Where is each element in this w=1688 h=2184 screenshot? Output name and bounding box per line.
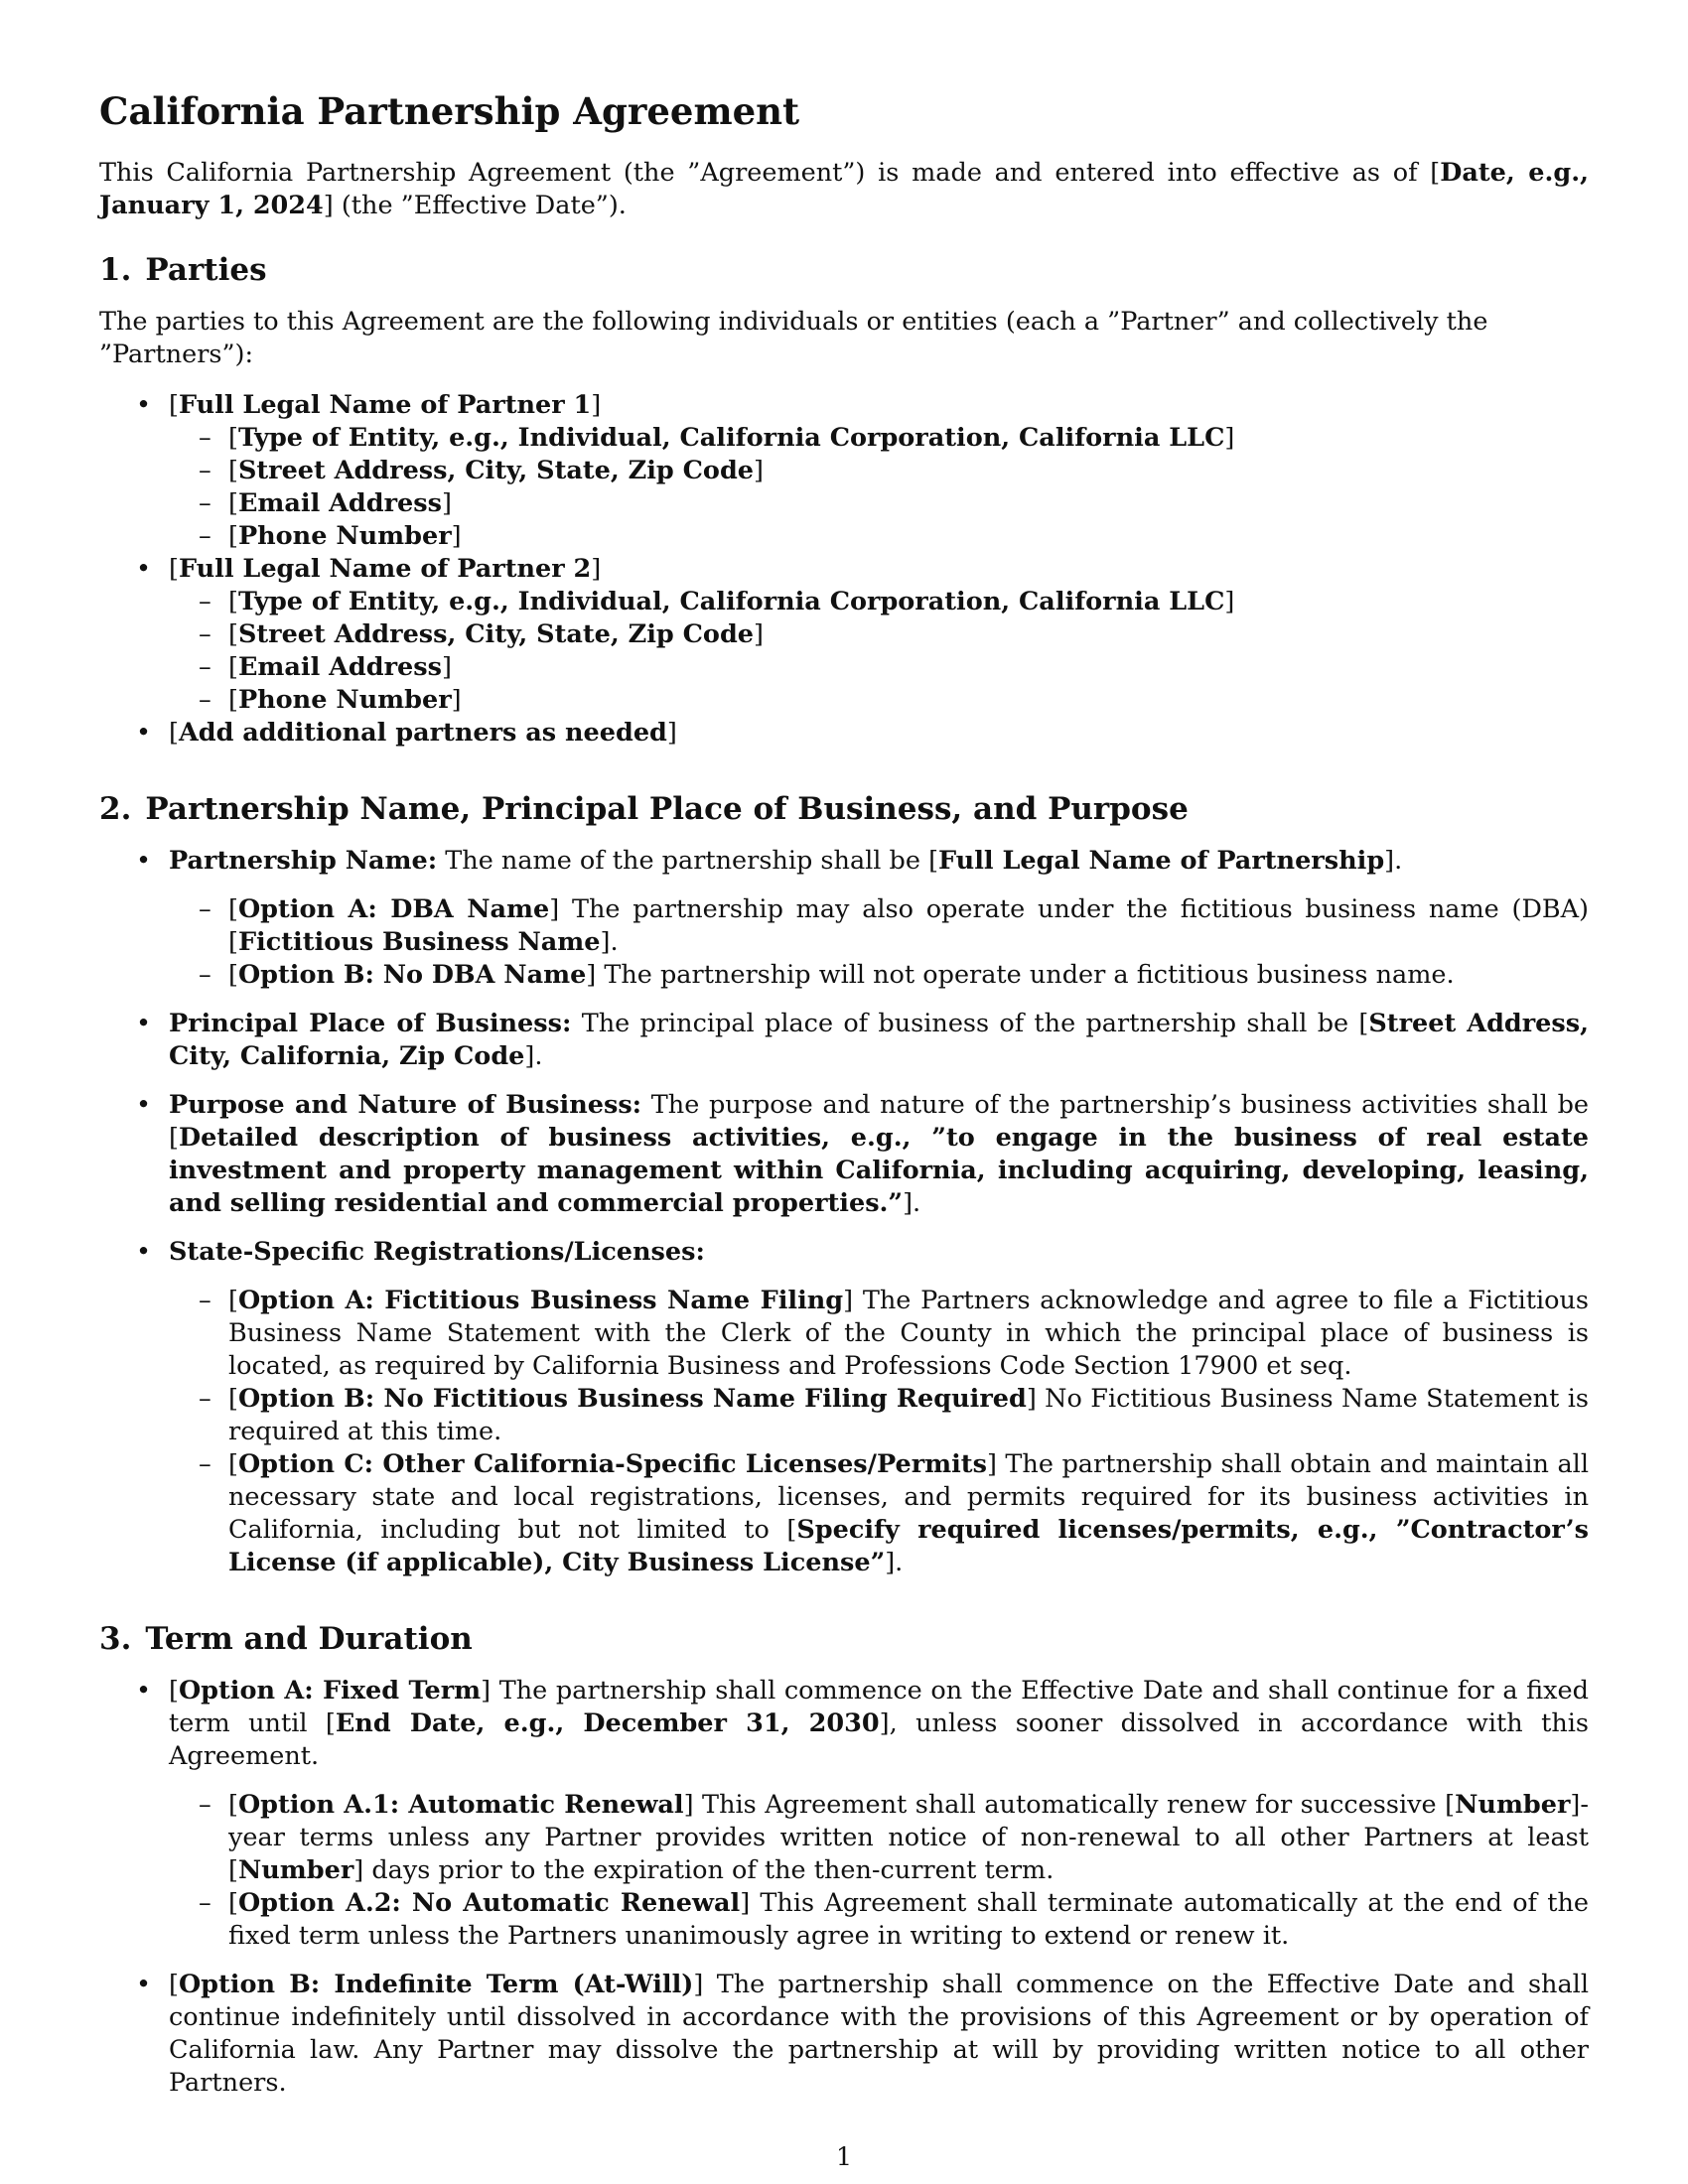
option-text: ]-year terms unless any Partner provides written notice of non-renewal to all other Partners at least [	[228, 1790, 1589, 1885]
list-item: – [Phone Number]	[169, 520, 1589, 553]
partner-phone: Phone Number	[237, 521, 452, 551]
document-page	[99, 87, 1589, 2139]
partner-email: Email Address	[237, 488, 442, 518]
option-label: Option B: No Fictitious Business Name Filing Required	[237, 1384, 1027, 1414]
purpose-placeholder: Detailed description of business activities, e.g., ”to engage in the business of real estate investment and property management within California, including acquiring, developing, leasing, and selling residential and commercial properties.”	[169, 1123, 1589, 1218]
partner-address: Street Address, City, State, Zip Code	[237, 619, 754, 649]
list-item: – [Type of Entity, e.g., Individual, California Corporation, California LLC]	[169, 422, 1589, 455]
section-heading	[99, 1619, 1589, 1659]
partner-2-name: Full Legal Name of Partner 2	[178, 554, 592, 584]
option-label: Option A: DBA Name	[237, 894, 550, 924]
list-item: • [Add additional partners as needed]	[99, 717, 1589, 750]
item-text-end: ].	[903, 1188, 921, 1218]
section-name-place-purpose	[99, 789, 1589, 1579]
list-item: – [Option B: No DBA Name] The partnership will not operate under a fictitious business name.	[169, 959, 1589, 992]
option-label: Option A.1: Automatic Renewal	[237, 1790, 684, 1820]
intro-text-end: ] (the ”Effective Date”).	[323, 191, 627, 220]
option-text: ] This Agreement shall terminate automatically at the end of the fixed term unless the Partners unanimously agree in writing to extend or renew it.	[228, 1888, 1589, 1951]
option-text: ] The partnership will not operate under a fictitious business name.	[586, 960, 1455, 990]
number-placeholder: Number	[237, 1855, 354, 1885]
list-item: – [Option A: Fictitious Business Name Filing] The Partners acknowledge and agree to file a Fictitious Business Name Statement with the Clerk of the County in which the principal place of business is located, as required by California Business and Professions Code Section 17900 et seq.	[169, 1285, 1589, 1383]
option-text: ] No Fictitious Business Name Statement is required at this time.	[228, 1384, 1589, 1446]
partnership-name-placeholder: Full Legal Name of Partnership	[938, 846, 1385, 876]
list-item: • [Option A: Fixed Term] The partnership shall commence on the Effective Date and shall continue for a fixed term until [End Date, e.g., December 31, 2030], unless sooner dissolved in accordance with this Agreement. – [Option A.1: Automatic Renewal] This Agreement shall automatically renew for successive [Number]-year terms unless any Partner provides written notice of non-renewal to all other Partners at least [Number] days prior to the expiration of the then-current term. – [Option A.2: No Automatic Renewal] This Agreement shall terminate automatically at the end of the fixed term unless the Partners unanimously agree in writing to extend or renew it.	[99, 1675, 1589, 1953]
partner-2-details	[169, 586, 1589, 717]
option-label: Option A.2: No Automatic Renewal	[237, 1888, 741, 1918]
intro-paragraph	[99, 157, 1589, 222]
option-text: ] The partnership may also operate under the fictitious business name (DBA) [	[228, 894, 1589, 957]
item-label: State-Specific Registrations/Licenses:	[169, 1237, 705, 1267]
item-text-end: ].	[1384, 846, 1403, 876]
list-item: • [Full Legal Name of Partner 1] – [Type of Entity, e.g., Individual, California Corporation, California LLC] – [Street Address, City, State, Zip Code] – [Email Address] – [Phone Number]	[99, 389, 1589, 553]
option-label: Option C: Other California-Specific Licenses/Permits	[237, 1449, 987, 1479]
partner-entity: Type of Entity, e.g., Individual, California Corporation, California LLC	[237, 423, 1225, 453]
list-item: – [Email Address]	[169, 487, 1589, 520]
list-item: – [Phone Number]	[169, 684, 1589, 717]
renewal-options	[169, 1789, 1589, 1953]
section-3-list	[99, 1675, 1589, 2100]
list-item: • [Full Legal Name of Partner 2] – [Type of Entity, e.g., Individual, California Corporation, California LLC] – [Street Address, City, State, Zip Code] – [Email Address] – [Phone Number]	[99, 553, 1589, 717]
section-heading	[99, 789, 1589, 829]
option-text: ] This Agreement shall automatically renew for successive [	[683, 1790, 1456, 1820]
dba-options	[169, 893, 1589, 992]
section-heading	[99, 250, 1589, 290]
list-item	[99, 1089, 1589, 1220]
option-text-end: ].	[600, 927, 619, 957]
section-title: Partnership Name, Principal Place of Business, and Purpose	[145, 791, 1189, 827]
section-number: 2.	[99, 791, 132, 827]
list-item: – [Option A: DBA Name] The partnership may also operate under the fictitious business name (DBA) [Fictitious Business Name].	[169, 893, 1589, 959]
dba-name-placeholder: Fictitious Business Name	[237, 927, 601, 957]
partner-address: Street Address, City, State, Zip Code	[237, 456, 754, 485]
document-title: California Partnership Agreement	[99, 89, 800, 133]
partner-phone: Phone Number	[237, 685, 452, 715]
item-text: The name of the partnership shall be [	[437, 846, 939, 876]
option-text-end: ], unless sooner dissolved in accordance with this Agreement.	[169, 1708, 1590, 1771]
end-date-placeholder: End Date, e.g., December 31, 2030	[335, 1708, 880, 1738]
option-label: Option B: No DBA Name	[237, 960, 587, 990]
page-number: 1	[835, 2142, 853, 2172]
address-placeholder: Street Address, City, California, Zip Code	[169, 1009, 1589, 1071]
partner-email: Email Address	[237, 652, 442, 682]
partner-1-details	[169, 422, 1589, 553]
item-label: Principal Place of Business:	[169, 1009, 572, 1038]
list-item	[99, 1008, 1589, 1073]
list-item	[99, 1236, 1589, 1579]
option-text: ] The Partners acknowledge and agree to file a Fictitious Business Name Statement with the Clerk of the County in which the principal place of business is located, as required by California Business and Professions Code Section 17900 et seq.	[228, 1286, 1589, 1381]
option-label: Option B: Indefinite Term (At-Will)	[178, 1970, 694, 1999]
license-options	[169, 1285, 1589, 1579]
list-item: – [Option A.2: No Automatic Renewal] This Agreement shall terminate automatically at the end of the fixed term unless the Partners unanimously agree in writing to extend or renew it.	[169, 1887, 1589, 1953]
section-parties	[99, 250, 1589, 750]
list-item: – [Option C: Other California-Specific Licenses/Permits] The partnership shall obtain and maintain all necessary state and local registrations, licenses, and permits required for its business activities in California, including but not limited to [Specify required licenses/permits, e.g., ”Contractor’s License (if applicable), City Business License”].	[169, 1448, 1589, 1579]
option-text-end: ] days prior to the expiration of the then-current term.	[353, 1855, 1055, 1885]
option-text: ] The partnership shall obtain and maintain all necessary state and local registrations, licenses, and permits required for its business activities in California, including but not limited to [	[228, 1449, 1589, 1545]
list-item: – [Email Address]	[169, 651, 1589, 684]
list-item: – [Option A.1: Automatic Renewal] This Agreement shall automatically renew for successive [Number]-year terms unless any Partner provides written notice of non-renewal to all other Partners at least [Number] days prior to the expiration of the then-current term.	[169, 1789, 1589, 1887]
item-text-end: ].	[524, 1041, 543, 1071]
additional-partners: Add additional partners as needed	[178, 718, 667, 748]
section-2-list	[99, 845, 1589, 1579]
list-item: • [Option B: Indefinite Term (At-Will)] The partnership shall commence on the Effective Date and shall continue indefinitely until dissolved in accordance with the provisions of this Agreement or by operation of California law. Any Partner may dissolve the partnership at will by providing written notice to all other Partners.	[99, 1969, 1589, 2100]
option-label: Option A: Fictitious Business Name Filing	[237, 1286, 844, 1315]
list-item: – [Street Address, City, State, Zip Code]	[169, 455, 1589, 487]
list-item	[99, 845, 1589, 992]
list-item: – [Street Address, City, State, Zip Code]	[169, 618, 1589, 651]
item-label: Purpose and Nature of Business:	[169, 1090, 642, 1120]
intro-text: This California Partnership Agreement (the ”Agreement”) is made and entered into effective as of [	[99, 158, 1441, 188]
option-text-end: ].	[885, 1548, 904, 1577]
licenses-placeholder: Specify required licenses/permits, e.g., ”Contractor’s License (if applicable), City Business License”	[228, 1515, 1589, 1577]
option-text: ] The partnership shall commence on the Effective Date and shall continue indefinitely until dissolved in accordance with the provisions of this Agreement or by operation of California law. Any Partner may dissolve the partnership at will by providing written notice to all other Partners.	[169, 1970, 1589, 2098]
number-placeholder: Number	[1455, 1790, 1571, 1820]
item-text: The purpose and nature of the partnership’s business activities shall be [	[169, 1090, 1589, 1153]
list-item: – [Type of Entity, e.g., Individual, California Corporation, California LLC]	[169, 586, 1589, 618]
effective-date-placeholder: Date, e.g., January 1, 2024	[99, 158, 1589, 220]
partner-1-name: Full Legal Name of Partner 1	[178, 390, 592, 420]
section-number: 1.	[99, 252, 132, 288]
section-title: Parties	[145, 252, 267, 288]
section-title: Term and Duration	[145, 1621, 473, 1657]
option-label: Option A: Fixed Term	[178, 1676, 482, 1706]
parties-intro: The parties to this Agreement are the following individuals or entities (each a ”Partner” and collectively the ”Partners”):	[99, 307, 1488, 369]
item-text: The principal place of business of the partnership shall be [	[571, 1009, 1369, 1038]
list-item: – [Option B: No Fictitious Business Name Filing Required] No Fictitious Business Name Statement is required at this time.	[169, 1383, 1589, 1448]
section-term-duration	[99, 1619, 1589, 2100]
partner-list	[99, 389, 1589, 750]
option-text: ] The partnership shall commence on the Effective Date and shall continue for a fixed term until [	[169, 1676, 1589, 1738]
section-number: 3.	[99, 1621, 132, 1657]
partner-entity: Type of Entity, e.g., Individual, California Corporation, California LLC	[237, 587, 1225, 616]
item-label: Partnership Name:	[169, 846, 438, 876]
